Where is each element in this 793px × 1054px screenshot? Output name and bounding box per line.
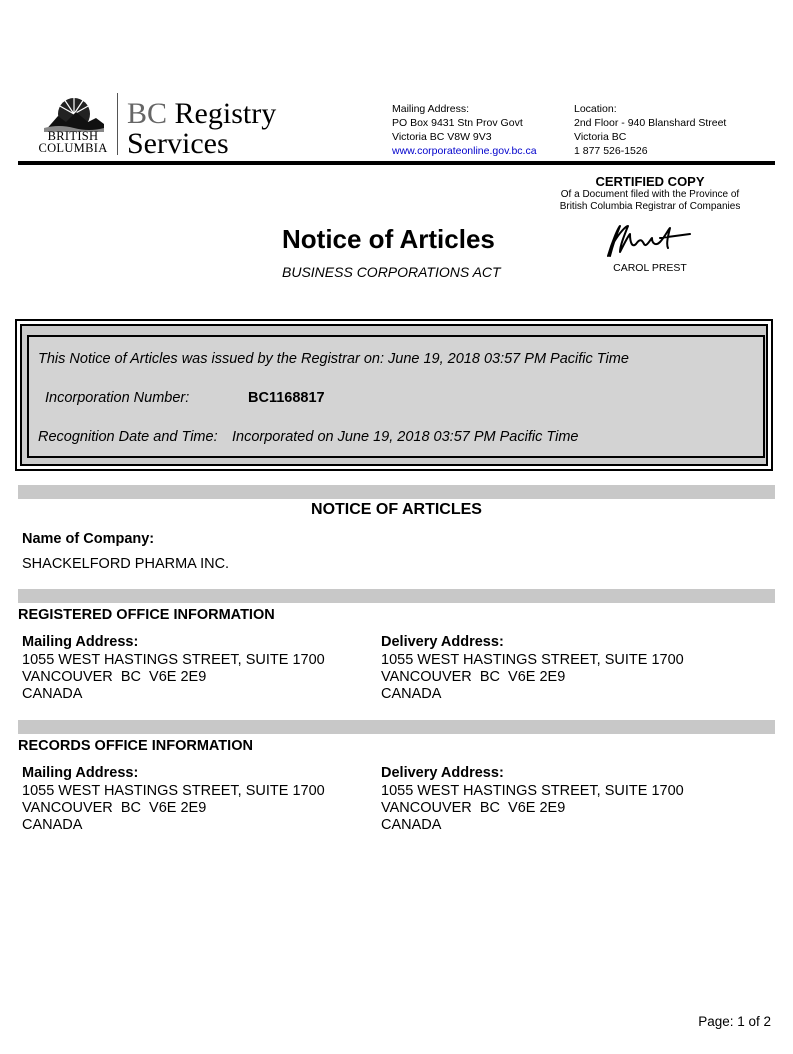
registered-delivery-line2: VANCOUVER BC V6E 2E9	[381, 669, 566, 685]
records-mailing-line1: 1055 WEST HASTINGS STREET, SUITE 1700	[22, 783, 325, 799]
registrar-signature-icon	[598, 222, 694, 260]
certified-line1: Of a Document filed with the Province of	[560, 189, 740, 200]
records-delivery-label: Delivery Address:	[381, 765, 504, 781]
location-block	[574, 102, 764, 158]
logo-province-line2: COLUMBIA	[38, 141, 108, 155]
registered-mailing-line2: VANCOUVER BC V6E 2E9	[22, 669, 207, 685]
mailing-label: Mailing Address:	[392, 103, 470, 115]
location-line1: 2nd Floor - 940 Blanshard Street	[574, 117, 727, 129]
incorporation-number: BC1168817	[248, 390, 325, 406]
registered-mailing-label: Mailing Address:	[22, 634, 139, 650]
mailing-line1: PO Box 9431 Stn Prov Govt	[392, 117, 523, 129]
logo-province-line1: BRITISH	[47, 129, 99, 143]
recognition-value: Incorporated on June 19, 2018 03:57 PM Pacific Time	[232, 429, 579, 445]
records-delivery-line2: VANCOUVER BC V6E 2E9	[381, 800, 566, 816]
logo-services: Services	[127, 127, 229, 160]
page-number: Page: 1 of 2	[698, 1014, 771, 1029]
registered-mailing-address	[22, 634, 325, 703]
certified-copy-block	[545, 174, 755, 213]
records-mailing-address	[22, 765, 325, 834]
act-subtitle: BUSINESS CORPORATIONS ACT	[282, 264, 501, 280]
mailing-line2: Victoria BC V8W 9V3	[392, 131, 492, 143]
company-name-label: Name of Company:	[22, 531, 155, 547]
location-label: Location:	[574, 103, 617, 115]
records-delivery-line3: CANADA	[381, 817, 442, 833]
section-divider-bar	[18, 589, 775, 603]
registered-office-heading: REGISTERED OFFICE INFORMATION	[18, 607, 275, 623]
page-title: Notice of Articles	[282, 224, 495, 254]
bc-sun-mountain-logo-icon	[44, 92, 104, 132]
registered-mailing-line3: CANADA	[22, 686, 83, 702]
certified-line2: British Columbia Registrar of Companies	[559, 201, 741, 212]
records-mailing-line3: CANADA	[22, 817, 83, 833]
logo-divider	[117, 93, 118, 155]
header-rule	[18, 161, 775, 165]
location-phone: 1 877 526-1526	[574, 145, 648, 157]
website-link[interactable]: www.corporateonline.gov.bc.ca	[392, 145, 537, 157]
incorporation-number-label: Incorporation Number:	[45, 390, 190, 406]
issued-text: This Notice of Articles was issued by the Registrar on: June 19, 2018 03:57 PM Pacific Time	[38, 351, 629, 367]
section-divider-bar	[18, 485, 775, 499]
registered-delivery-address	[381, 634, 684, 703]
british-columbia-wordmark	[36, 130, 110, 154]
mailing-address-block	[392, 102, 557, 158]
records-office-heading: RECORDS OFFICE INFORMATION	[18, 738, 253, 754]
section-divider-bar	[18, 720, 775, 734]
registered-delivery-line1: 1055 WEST HASTINGS STREET, SUITE 1700	[381, 652, 684, 668]
records-delivery-address	[381, 765, 684, 834]
registered-mailing-line1: 1055 WEST HASTINGS STREET, SUITE 1700	[22, 652, 325, 668]
notice-heading: NOTICE OF ARTICLES	[311, 501, 482, 518]
logo-registry: Registry	[174, 97, 277, 130]
company-name: SHACKELFORD PHARMA INC.	[22, 556, 230, 572]
records-mailing-line2: VANCOUVER BC V6E 2E9	[22, 800, 207, 816]
registered-delivery-label: Delivery Address:	[381, 634, 504, 650]
recognition-label: Recognition Date and Time:	[38, 429, 218, 445]
records-delivery-line1: 1055 WEST HASTINGS STREET, SUITE 1700	[381, 783, 684, 799]
certified-title: CERTIFIED COPY	[595, 174, 705, 189]
registered-delivery-line3: CANADA	[381, 686, 442, 702]
registry-wordmark	[127, 98, 276, 130]
logo-bc: BC	[127, 97, 168, 130]
location-line2: Victoria BC	[574, 131, 627, 143]
signatory-name: CAROL PREST	[613, 262, 687, 274]
records-mailing-label: Mailing Address:	[22, 765, 139, 781]
